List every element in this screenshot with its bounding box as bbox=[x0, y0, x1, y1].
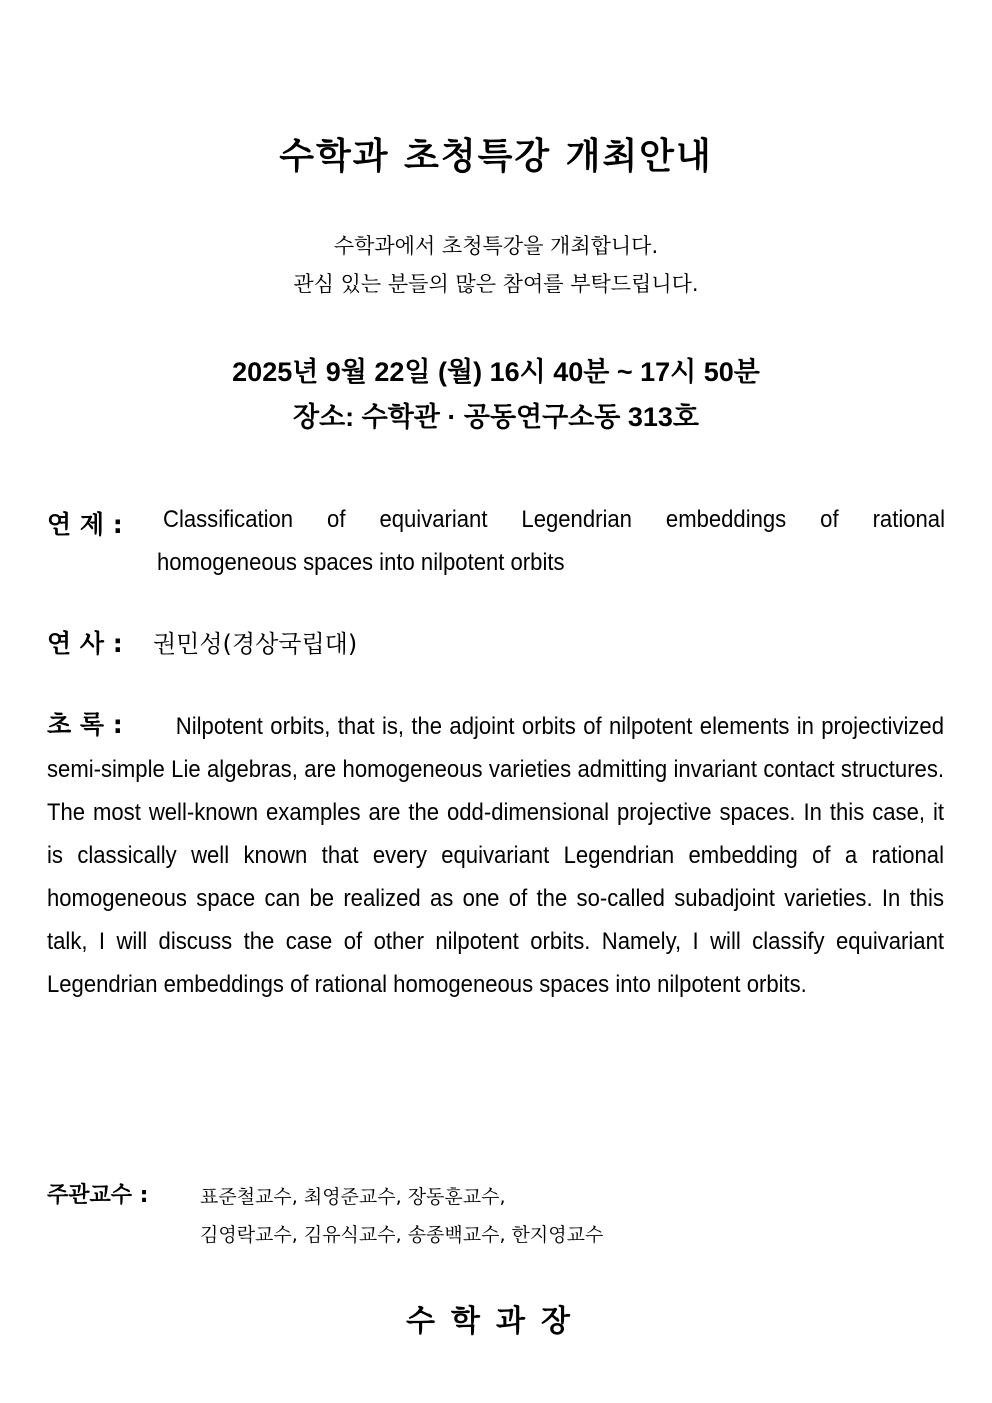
speaker-label: 연 사 : bbox=[47, 629, 123, 658]
page-title: 수학과 초청특강 개최안내 bbox=[279, 136, 713, 177]
topic-label: 연 제 : bbox=[47, 510, 123, 539]
event-place: 장소: 수학관 · 공동연구소동 313호 bbox=[292, 402, 700, 432]
intro-line-2: 관심 있는 분들의 많은 참여를 부탁드립니다. bbox=[293, 272, 699, 296]
hosts-label: 주관교수 : bbox=[47, 1183, 149, 1208]
abstract-body: Nilpotent orbits, that is, the adjoint orbits of nilpotent elements in projectivized semi-simple Lie algebras, are homogeneous varieties admitting invariant contact structures. The most well-known examples are the odd-dimensional projective spaces. In this case, it is classically well known that every equivariant Legendrian embedding of a rational homogeneous space can be realized as one of the so-called subadjoint varieties. In this talk, I will discuss the case of other nilpotent orbits. Namely, I will classify equivariant Legendrian embeddings of rational homogeneous spaces into nilpotent orbits. bbox=[47, 713, 945, 998]
abstract-text bbox=[47, 705, 944, 1006]
topic-title-line-1: Classification of equivariant Legendrian embeddings of rational bbox=[163, 506, 945, 533]
hosts-line-1: 표준철교수, 최영준교수, 장동훈교수, bbox=[200, 1186, 506, 1208]
topic-title-line-2: homogeneous spaces into nilpotent orbits bbox=[157, 549, 565, 576]
speaker-name: 권민성(경상국립대) bbox=[153, 630, 358, 658]
abstract-label: 초 록 : bbox=[47, 710, 123, 739]
hosts-line-2: 김영락교수, 김유식교수, 송종백교수, 한지영교수 bbox=[200, 1224, 604, 1246]
event-datetime: 2025년 9월 22일 (월) 16시 40분 ~ 17시 50분 bbox=[232, 357, 760, 387]
signature: 수학과장 bbox=[406, 1304, 586, 1339]
intro-line-1: 수학과에서 초청특강을 개최합니다. bbox=[333, 234, 659, 258]
